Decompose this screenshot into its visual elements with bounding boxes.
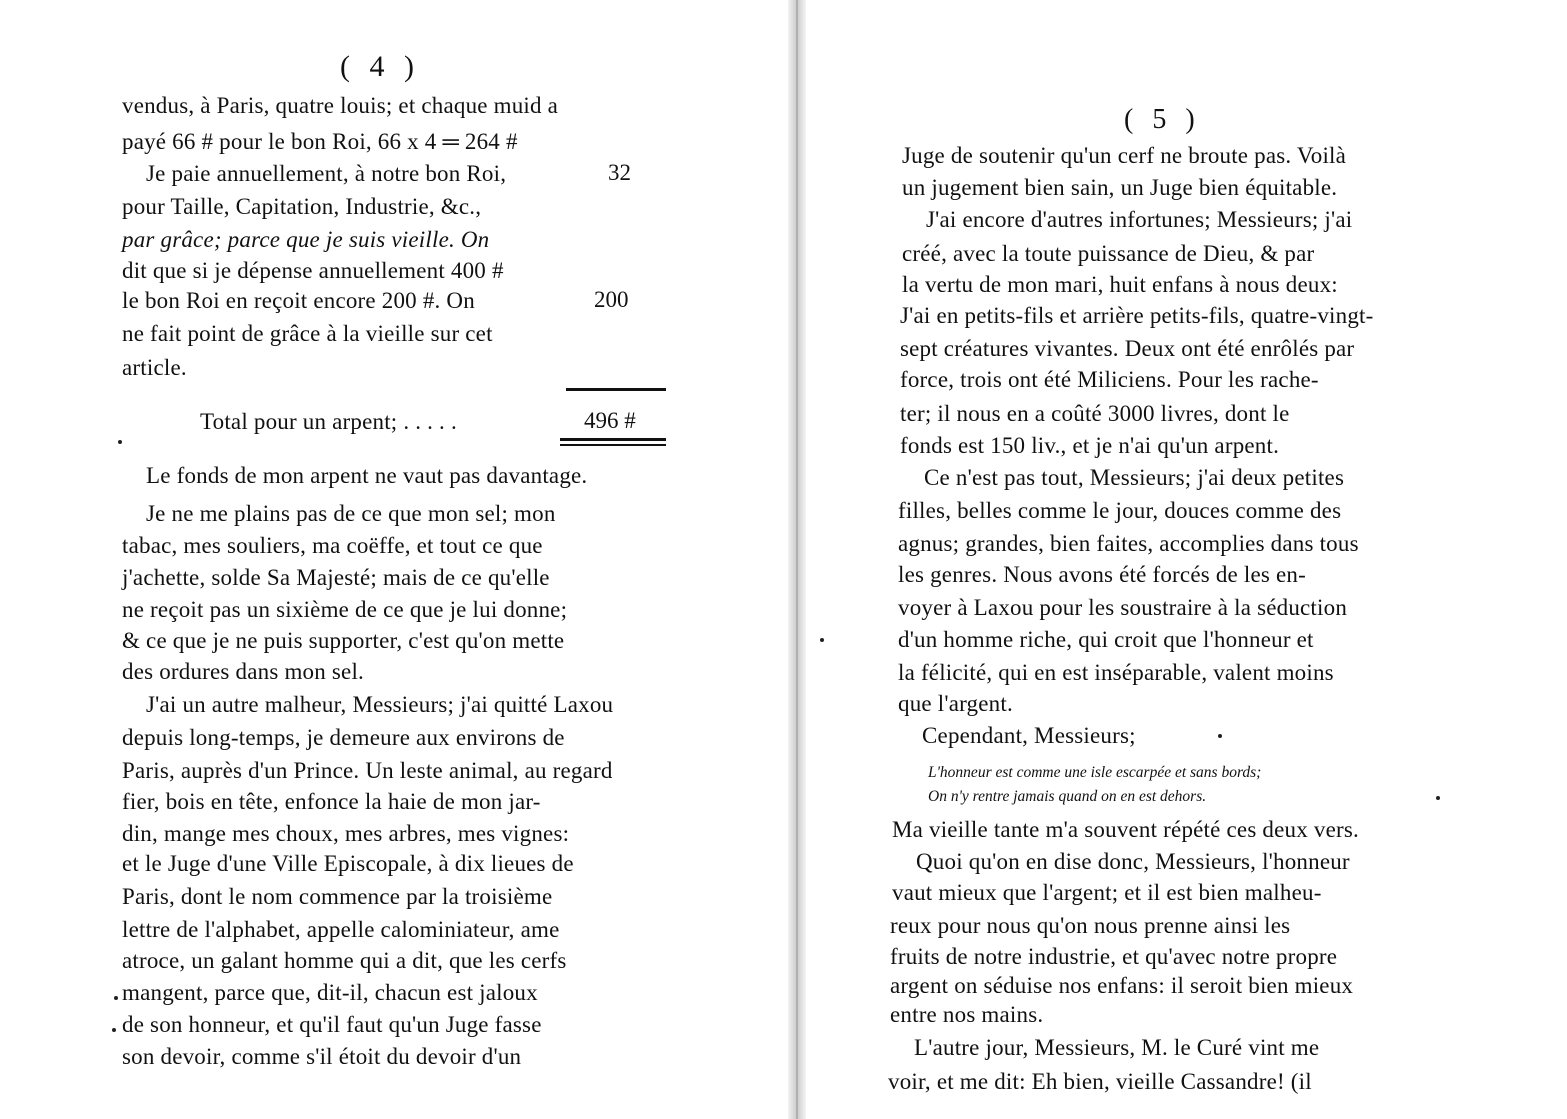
text-line: article. — [122, 355, 187, 380]
text-line: lettre de l'alphabet, appelle calominiateur, ame — [122, 917, 560, 942]
text-line: filles, belles comme le jour, douces comme des — [898, 498, 1342, 523]
text-line: J'ai en petits-fils et arrière petits-fils, quatre-vingt- — [900, 303, 1374, 328]
text-line: la vertu de mon mari, huit enfans à nous deux: — [902, 272, 1338, 297]
total-underline — [560, 438, 666, 441]
text-line: le bon Roi en reçoit encore 200 #. On — [122, 288, 475, 313]
ink-speck — [820, 638, 824, 642]
text-line: vendus, à Paris, quatre louis; et chaque muid a — [122, 93, 559, 118]
text-line: Quoi qu'on en dise donc, Messieurs, l'honneur — [916, 849, 1350, 874]
text-line: Le fonds de mon arpent ne vaut pas davantage. — [146, 463, 588, 488]
text-line: Ma vieille tante m'a souvent répété ces deux vers. — [892, 817, 1359, 842]
ink-speck — [1436, 796, 1440, 800]
sum-rule — [566, 388, 666, 391]
text-line: voir, et me dit: Eh bien, vieille Cassandre! (il — [888, 1069, 1312, 1094]
verse-line: On n'y rentre jamais quand on en est dehors. — [928, 788, 1207, 805]
ink-speck — [112, 1028, 116, 1032]
text-line: force, trois ont été Miliciens. Pour les rache- — [900, 367, 1319, 392]
ink-speck — [118, 440, 122, 444]
text-line: créé, avec la toute puissance de Dieu, & par — [902, 241, 1315, 266]
total-value: 496 # — [584, 408, 636, 433]
text-line: payé 66 # pour le bon Roi, 66 x 4 ═ 264 # — [122, 129, 518, 154]
text-line: d'un homme riche, qui croit que l'honneur et — [898, 627, 1314, 652]
total-underline — [560, 444, 666, 446]
text-line: fier, bois en tête, enfonce la haie de mon jar- — [122, 789, 541, 814]
ink-speck — [1218, 734, 1222, 738]
text-line: J'ai encore d'autres infortunes; Messieurs; j'ai — [926, 207, 1353, 232]
page-number: ( 5 ) — [1124, 104, 1201, 135]
text-line: Je paie annuellement, à notre bon Roi, — [146, 161, 507, 186]
text-line: que l'argent. — [898, 691, 1013, 716]
text-line: Paris, auprès d'un Prince. Un leste animal, au regard — [122, 758, 613, 783]
text-line: depuis long-temps, je demeure aux environs de — [122, 725, 565, 750]
verse-line: L'honneur est comme une isle escarpée et sans bords; — [928, 764, 1262, 781]
text-line: mangent, parce que, dit-il, chacun est jaloux — [122, 980, 538, 1005]
text-line: la félicité, qui en est inséparable, valent moins — [898, 660, 1334, 685]
text-line: un jugement bien sain, un Juge bien équitable. — [902, 175, 1338, 200]
text-line: voyer à Laxou pour les soustraire à la séduction — [898, 595, 1348, 620]
text-line: din, mange mes choux, mes arbres, mes vignes: — [122, 821, 570, 846]
text-line: L'autre jour, Messieurs, M. le Curé vint me — [914, 1035, 1320, 1060]
text-line: J'ai un autre malheur, Messieurs; j'ai quitté Laxou — [146, 692, 614, 717]
margin-number: 32 — [608, 160, 631, 185]
page-number: ( 4 ) — [340, 50, 420, 83]
text-line: & ce que je ne puis supporter, c'est qu'on mette — [122, 628, 565, 653]
text-line: dit que si je dépense annuellement 400 # — [122, 258, 504, 283]
text-line: tabac, mes souliers, ma coëffe, et tout ce que — [122, 533, 543, 558]
text-line: fonds est 150 liv., et je n'ai qu'un arpent. — [900, 433, 1280, 458]
text-line: j'achette, solde Sa Majesté; mais de ce qu'elle — [122, 565, 550, 590]
right-page — [806, 0, 1567, 1119]
total-label: Total pour un arpent; . . . . . — [200, 409, 457, 434]
margin-number: 200 — [594, 287, 629, 312]
text-line: Ce n'est pas tout, Messieurs; j'ai deux petites — [924, 465, 1345, 490]
text-line: par grâce; parce que je suis vieille. On — [122, 227, 490, 252]
text-line: Paris, dont le nom commence par la troisième — [122, 884, 553, 909]
text-line: vaut mieux que l'argent; et il est bien malheu- — [892, 880, 1322, 905]
text-line: ne reçoit pas un sixième de ce que je lui donne; — [122, 597, 568, 622]
text-line: ne fait point de grâce à la vieille sur cet — [122, 321, 493, 346]
text-line: entre nos mains. — [890, 1002, 1044, 1027]
text-line: pour Taille, Capitation, Industrie, &c., — [122, 194, 482, 219]
text-line: Cependant, Messieurs; — [922, 723, 1136, 748]
text-line: sept créatures vivantes. Deux ont été enrôlés par — [900, 336, 1355, 361]
ink-speck — [114, 996, 118, 1000]
text-line: fruits de notre industrie, et qu'avec notre propre — [890, 944, 1338, 969]
text-line: de son honneur, et qu'il faut qu'un Juge fasse — [122, 1012, 542, 1037]
text-line: et le Juge d'une Ville Episcopale, à dix lieues de — [122, 851, 574, 876]
text-line: son devoir, comme s'il étoit du devoir d'un — [122, 1044, 522, 1069]
text-line: argent on séduise nos enfans: il seroit bien mieux — [890, 973, 1354, 998]
text-line: agnus; grandes, bien faites, accomplies dans tous — [898, 531, 1359, 556]
text-line: atroce, un galant homme qui a dit, que les cerfs — [122, 948, 567, 973]
text-line: ter; il nous en a coûté 3000 livres, dont le — [900, 401, 1290, 426]
text-line: reux pour nous qu'on nous prenne ainsi les — [890, 913, 1291, 938]
text-line: Je ne me plains pas de ce que mon sel; mon — [146, 501, 556, 526]
text-line: des ordures dans mon sel. — [122, 659, 364, 684]
page-gutter — [788, 0, 806, 1119]
text-line: Juge de soutenir qu'un cerf ne broute pas. Voilà — [902, 143, 1347, 168]
text-line: les genres. Nous avons été forcés de les en- — [898, 562, 1306, 587]
